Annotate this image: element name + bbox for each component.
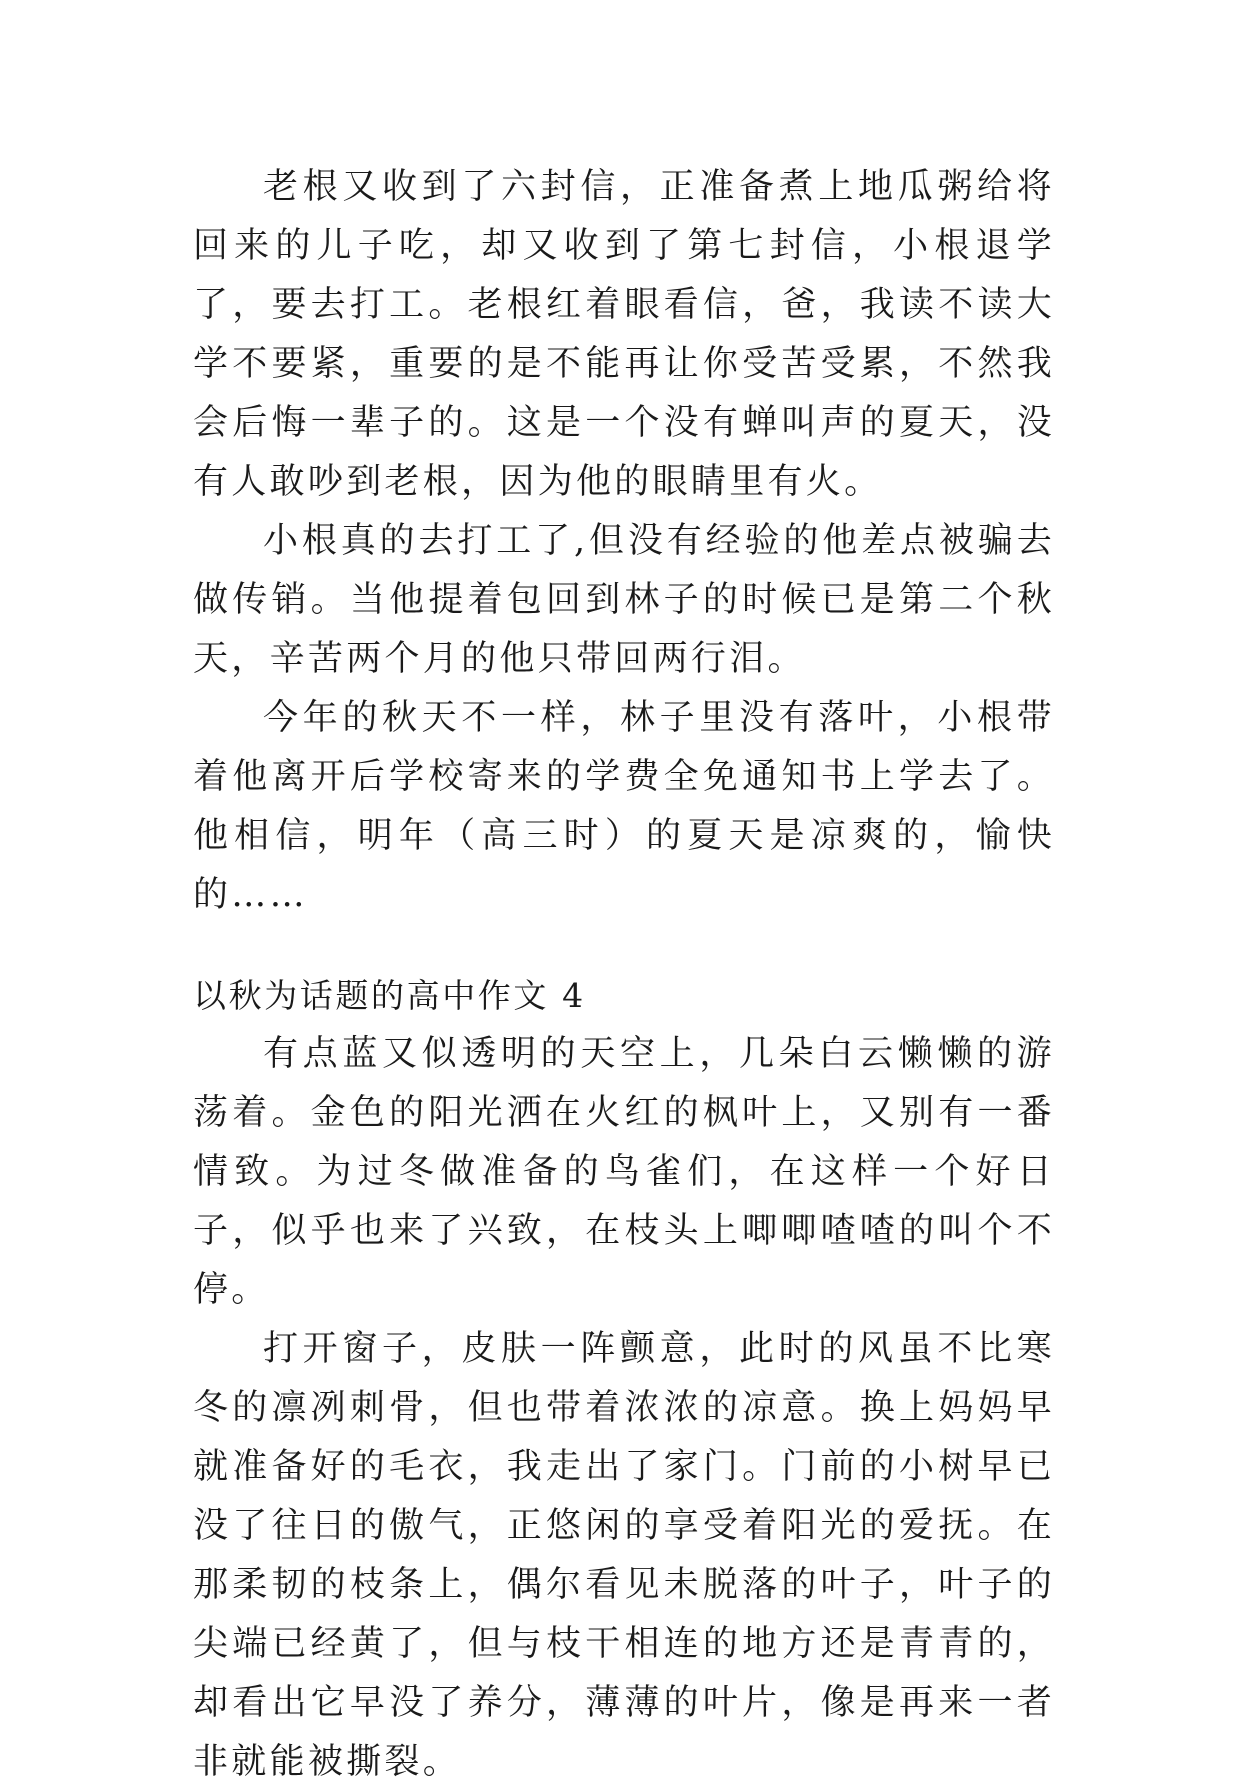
section-spacer — [193, 925, 1055, 966]
body-paragraph: 今年的秋天不一样，林子里没有落叶，小根带着他离开后学校寄来的学费全免通知书上学去了。他相信，明年（高三时）的夏天是凉爽的，愉快的…… — [193, 698, 1055, 915]
body-paragraph: 有点蓝又似透明的天空上，几朵白云懒懒的游荡着。金色的阳光洒在火红的枫叶上，又别有一番情致。为过冬做准备的鸟雀们，在这样一个好日子，似乎也来了兴致，在枝头上唧唧喳喳的叫个不停。 — [193, 1034, 1055, 1310]
body-paragraph: 小根真的去打工了,但没有经验的他差点被骗去做传销。当他提着包回到林子的时候已是第二个秋天，辛苦两个月的他只带回两行泪。 — [193, 521, 1055, 679]
body-paragraph: 打开窗子，皮肤一阵颤意，此时的风虽不比寒冬的凛冽刺骨，但也带着浓浓的凉意。换上妈妈早就准备好的毛衣，我走出了家门。门前的小树早已没了往日的傲气，正悠闲的享受着阳光的爱抚。在那柔韧的枝条上，偶尔看见未脱落的叶子，叶子的尖端已经黄了，但与枝干相连的地方还是青青的，却看出它早没了养分，薄薄的叶片，像是再来一者非就能被撕裂。 — [193, 1329, 1055, 1782]
section-title: 以秋为话题的高中作文 4 — [193, 976, 586, 1015]
body-paragraph: 老根又收到了六封信，正准备煮上地瓜粥给将回来的儿子吃，却又收到了第七封信，小根退学了，要去打工。老根红着眼看信，爸，我读不读大学不要紧，重要的是不能再让你受苦受累，不然我会后悔一辈子的。这是一个没有蝉叫声的夏天，没有人敢吵到老根，因为他的眼睛里有火。 — [193, 167, 1055, 502]
document-page — [193, 158, 1055, 1792]
